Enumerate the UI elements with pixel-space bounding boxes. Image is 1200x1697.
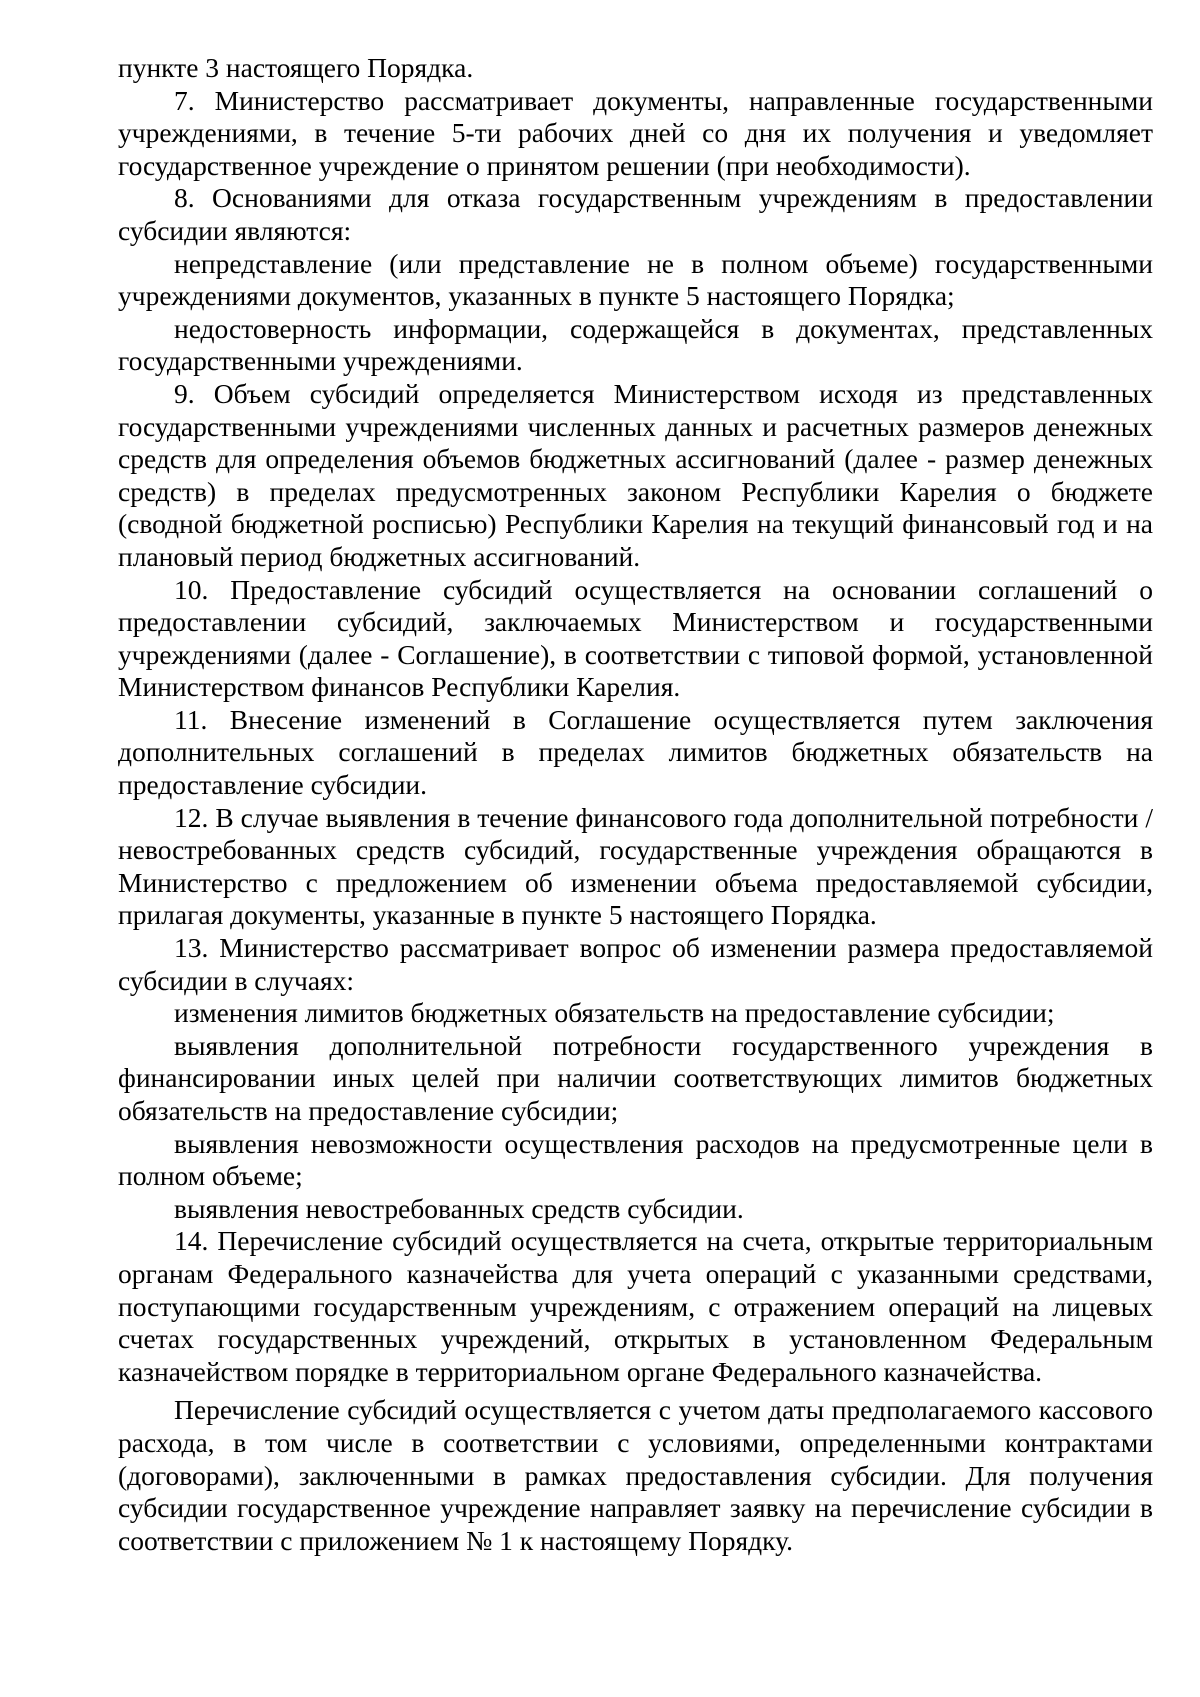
paragraph-refusal-reason-2: недостоверность информации, содержащейся в документах, представленных государственными учреждениями. [118,312,1153,377]
paragraph-item-10: 10. Предоставление субсидий осуществляется на основании соглашений о предоставлении субсидий, заключаемых Министерством и государственными учреждениями (далее - Соглашение), в соответствии с типовой формой, установленной Министерством финансов Республики Карелия. [118,573,1153,703]
paragraph-case-1: изменения лимитов бюджетных обязательств на предоставление субсидии; [174,997,1055,1029]
paragraph-item-8: 8. Основаниями для отказа государственным учреждениям в предоставлении субсидии являются: [118,182,1153,246]
paragraph-item-12: 12. В случае выявления в течение финансового года дополнительной потребности / невостребованных средств субсидий, государственные учреждения обращаются в Министерство с предложением об изменении объема предоставляемой субсидии, прилагая документы, указанные в пункте 5 настоящего Порядка. [118,801,1153,931]
paragraph-case-2: выявления дополнительной потребности государственного учреждения в финансировании иных целей при наличии соответствующих лимитов бюджетных обязательств на предоставление субсидии; [118,1029,1153,1126]
paragraph-item-9: 9. Объем субсидий определяется Министерством исходя из представленных государственными учреждениями численных данных и расчетных размеров денежных средств для определения объемов бюджетных ассигнований (далее - размер денежных средств) в пределах предусмотренных законом Республики Карелия о бюджете (сводной бюджетной росписью) Республики Карелия на текущий финансовый год и на плановый период бюджетных ассигнований. [118,377,1153,572]
paragraph-item-7: 7. Министерство рассматривает документы, направленные государственными учреждениями, в течение 5-ти рабочих дней со дня их получения и уведомляет государственное учреждение о принятом решении (при необходимости). [118,84,1153,181]
paragraph-item-14: 14. Перечисление субсидий осуществляется на счета, открытые территориальным органам Федерального казначейства для учета операций с указанными средствами, поступающими государственным учреждениям, с отражением операций на лицевых счетах государственных учреждений, открытых в установленном Федеральным казначейством порядке в территориальном органе Федерального казначейства. [118,1225,1153,1387]
paragraph-case-3: выявления невозможности осуществления расходов на предусмотренные цели в полном объеме; [118,1127,1153,1192]
paragraph-continuation: пункте 3 настоящего Порядка. [118,52,474,83]
document-page [118,52,1153,1557]
paragraph-item-13: 13. Министерство рассматривает вопрос об изменении размера предоставляемой субсидии в случаях: [118,932,1153,996]
paragraph-refusal-reason-1: непредставление (или представление не в полном объеме) государственными учреждениями документов, указанных в пункте 5 настоящего Порядка; [118,247,1153,312]
paragraph-transfer-conditions: Перечисление субсидий осуществляется с учетом даты предполагаемого кассового расхода, в том числе в соответствии с условиями, определенными контрактами (договорами), заключенными в рамках предоставления субсидии. Для получения субсидии государственное учреждение направляет заявку на перечисление субсидии в соответствии с приложением № 1 к настоящему Порядку. [118,1394,1153,1556]
paragraph-case-4: выявления невостребованных средств субсидии. [174,1192,744,1224]
paragraph-item-11: 11. Внесение изменений в Соглашение осуществляется путем заключения дополнительных соглашений в пределах лимитов бюджетных обязательств на предоставление субсидии. [118,703,1153,801]
